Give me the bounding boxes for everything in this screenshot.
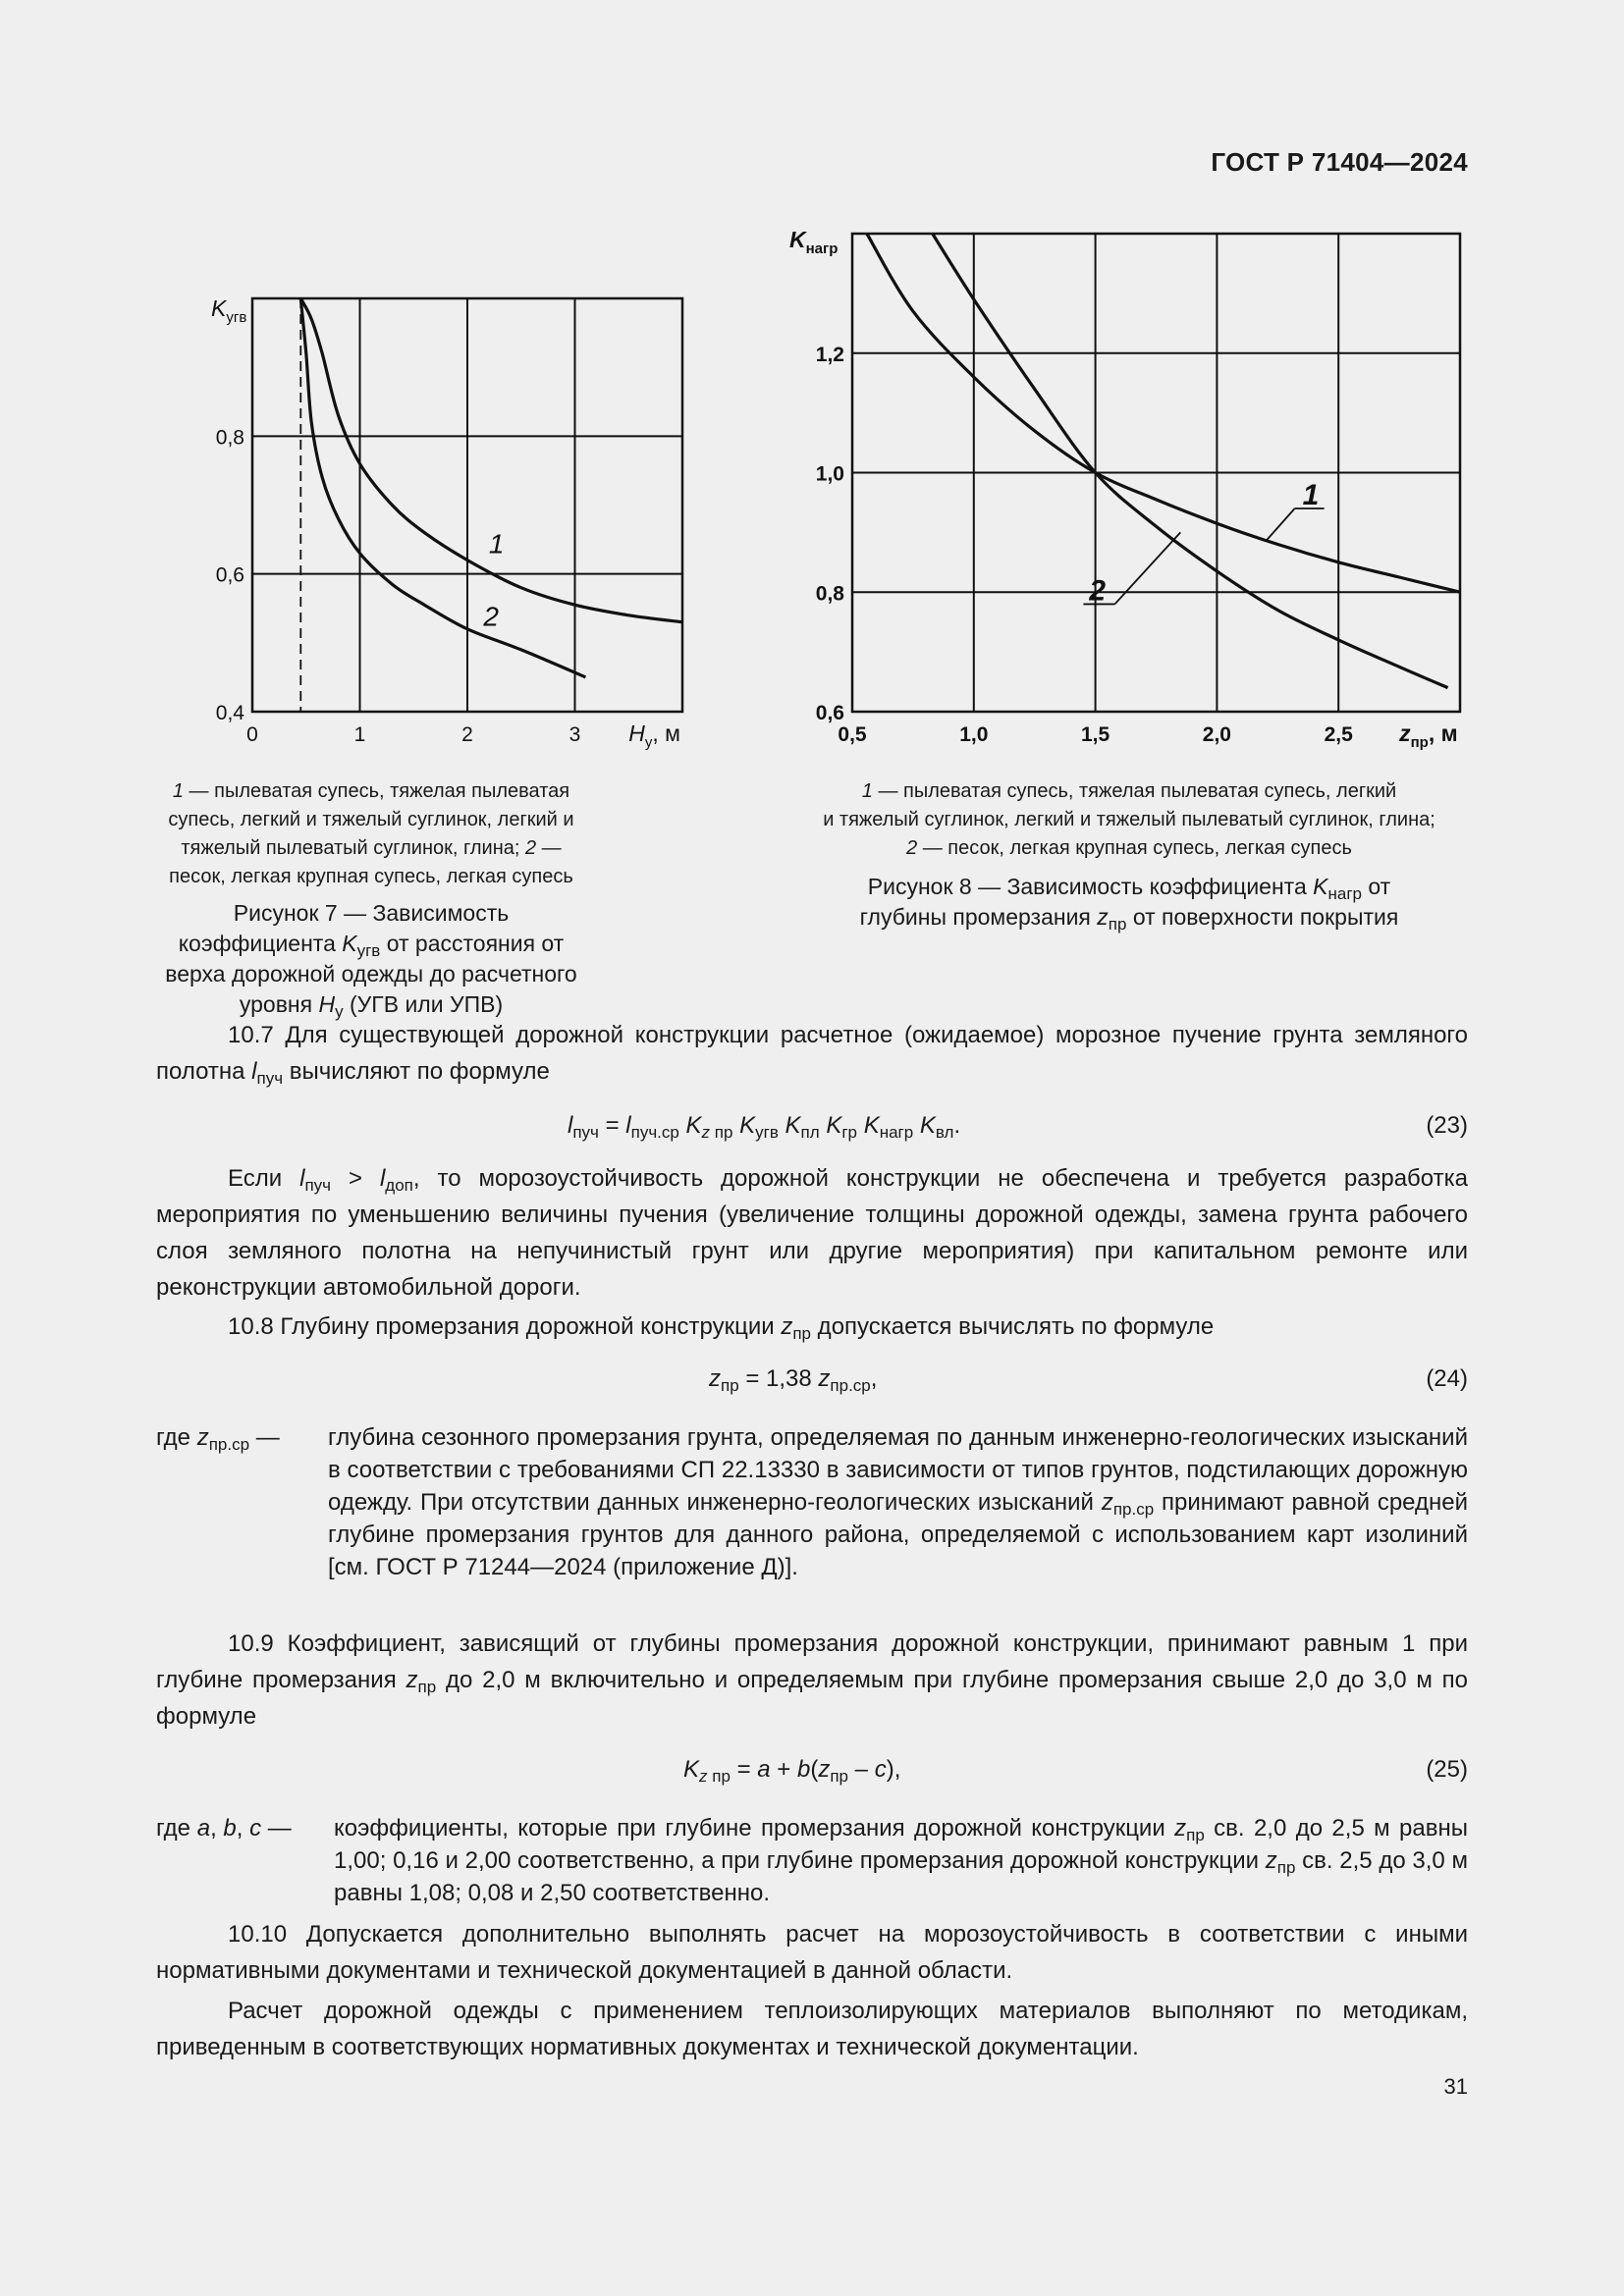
series-1-leader xyxy=(1266,508,1295,541)
paragraph-10-9: 10.9 Коэффициент, зависящий от глубины промерзания дорожной конструкции, принимают равным 1 при глубине промерзания $z_{пр}$ до 2,0 м включительно и определяемым при глубине промерзания свыше 2,0 до 3,0 м по формуле xyxy=(156,1630,1468,1730)
formula-23: $l_{пуч} = l_{пуч.ср}$ $K_{z пр}$ $K_{угв}$ $K_{пл}$ $K_{гр}$ $K_{нагр}$ $K_{вл}$. xyxy=(568,1112,961,1142)
page-number: 31 xyxy=(1443,2074,1468,2099)
y-axis-label: $K_{нагр}$ xyxy=(789,227,839,257)
formula-24: $z_{пр} = 1,38$ $z_{пр.ср}$, xyxy=(709,1365,878,1395)
paragraph-if: Если $l_{пуч} > l_{доп}$, то морозоустойчивость дорожной конструкции не обеспечена и требуется разработка мероприятия по уменьшению величины пучения (увеличение толщины дорожной одежды, замена грунта рабочего слоя земляного полотна на непучинистый грунт или другие мероприятия) при капитальном ремонте или реконструкции автомобильной дороги. xyxy=(156,1165,1468,1301)
formula-24-number: (24) xyxy=(1426,1365,1468,1392)
y-tick-label: 0,4 xyxy=(215,702,244,724)
series-2-label: 2 xyxy=(483,601,500,632)
series-2-line xyxy=(933,234,1448,688)
x-axis-label: $z_{пр}$, м xyxy=(1399,721,1458,751)
x-tick-label: 3 xyxy=(568,723,581,746)
where-25-symbol: где a, b, c — xyxy=(156,1815,292,1842)
y-tick-label: 0,6 xyxy=(215,563,244,587)
x-tick-label: 1,0 xyxy=(959,723,989,746)
series-2-label: 2 xyxy=(1089,574,1107,608)
series-1-label: 1 xyxy=(1302,479,1320,512)
formula-25: $K_{z пр} = a + b(z_{пр} - c)$, xyxy=(683,1756,901,1786)
y-axis-label: $K_{угв}$ xyxy=(211,295,247,326)
y-tick-label: 0,6 xyxy=(815,702,844,724)
x-tick-label: 2 xyxy=(461,723,473,746)
x-tick-label: 2,5 xyxy=(1324,723,1353,746)
x-axis-label: $H_у$, м xyxy=(628,721,680,751)
figure-7-chart xyxy=(137,275,707,756)
x-tick-label: 1,5 xyxy=(1080,723,1110,746)
paragraph-10-8: 10.8 Глубину промерзания дорожной конструкции $z_{пр}$ допускается вычислять по формуле xyxy=(228,1313,1215,1343)
series-1-label: 1 xyxy=(488,528,505,560)
y-tick-label: 1,0 xyxy=(815,462,844,486)
y-tick-label: 0,8 xyxy=(215,426,244,450)
x-tick-label: 1 xyxy=(353,723,366,746)
paragraph-last: Расчет дорожной одежды с применением теплоизолирующих материалов выполняют по методикам, приведенным в соответствующих нормативных документах и технической документации. xyxy=(156,1998,1468,2060)
where-24-symbol: где $z_{пр.ср}$ — xyxy=(156,1424,280,1454)
where-25-text: коэффициенты, которые при глубине промерзания дорожной конструкции $z_{пр}$ св. 2,0 до 2,5 м равны 1,00; 0,16 и 2,00 соответственно, а при глубине промерзания дорожной конструкции $z_{пр}$ св. 2,5 до 3,0 м равны 1,08; 0,08 и 2,50 соответственно. xyxy=(334,1815,1468,1906)
series-2-line xyxy=(300,298,585,677)
figure-7-legend: 1 — пылеватая супесь, тяжелая пылеватая супесь, легкий и тяжелый суглинок, легкий и тяжелый пылеватый суглинок, глина; 2 — песок, легкая крупная супесь, легкая супесь xyxy=(168,780,574,887)
figure-8-legend: 1 — пылеватая супесь, тяжелая пылеватая супесь, легкий и тяжелый суглинок, легкий и тяжелый пылеватый суглинок, глина; 2 — песок, легкая крупная супесь, легкая супесь xyxy=(823,780,1435,859)
formula-25-number: (25) xyxy=(1426,1756,1468,1783)
figure-8-chart xyxy=(776,216,1483,756)
y-tick-label: 1,2 xyxy=(815,343,844,366)
formula-23-number: (23) xyxy=(1426,1112,1468,1139)
where-24-text: глубина сезонного промерзания грунта, определяемая по данным инженерно-геологических изысканий в соответствии с требованиями СП 22.13330 в зависимости от типов грунтов, подстилающих дорожную одежду. При отсутствии данных инженерно-геологических изысканий $z_{пр.ср}$ принимают равной средней глубине промерзания грунтов для данного района, определяемой с использованием карт изолиний [см. ГОСТ Р 71244—2024 (приложение Д)]. xyxy=(328,1424,1469,1580)
x-tick-label: 0,5 xyxy=(838,723,867,746)
x-tick-label: 2,0 xyxy=(1202,723,1232,746)
paragraph-10-10: 10.10 Допускается дополнительно выполнять расчет на морозоустойчивость в соответствии с иными нормативными документами и технической документацией в данной области. xyxy=(156,1921,1468,1984)
document-id: ГОСТ Р 71404—2024 xyxy=(1211,147,1468,177)
x-tick-label: 0 xyxy=(246,723,258,746)
series-1-line xyxy=(867,234,1460,592)
paragraph-10-7: 10.7 Для существующей дорожной конструкции расчетное (ожидаемое) морозное пучение грунта земляного полотна $l_{пуч}$ вычисляют по формуле xyxy=(156,1022,1468,1088)
series-2-leader xyxy=(1114,532,1180,604)
figure-8-caption: Рисунок 8 — Зависимость коэффициента $K_{нагр}$ от глубины промерзания $z_{пр}$ от поверхности покрытия xyxy=(859,874,1399,934)
figure-7-caption: Рисунок 7 — Зависимость коэффициента $K_{угв}$ от расстояния от верха дорожной одежды до расчетного уровня $H_у$ (УГВ или УПВ) xyxy=(165,900,577,1021)
y-tick-label: 0,8 xyxy=(815,582,844,606)
